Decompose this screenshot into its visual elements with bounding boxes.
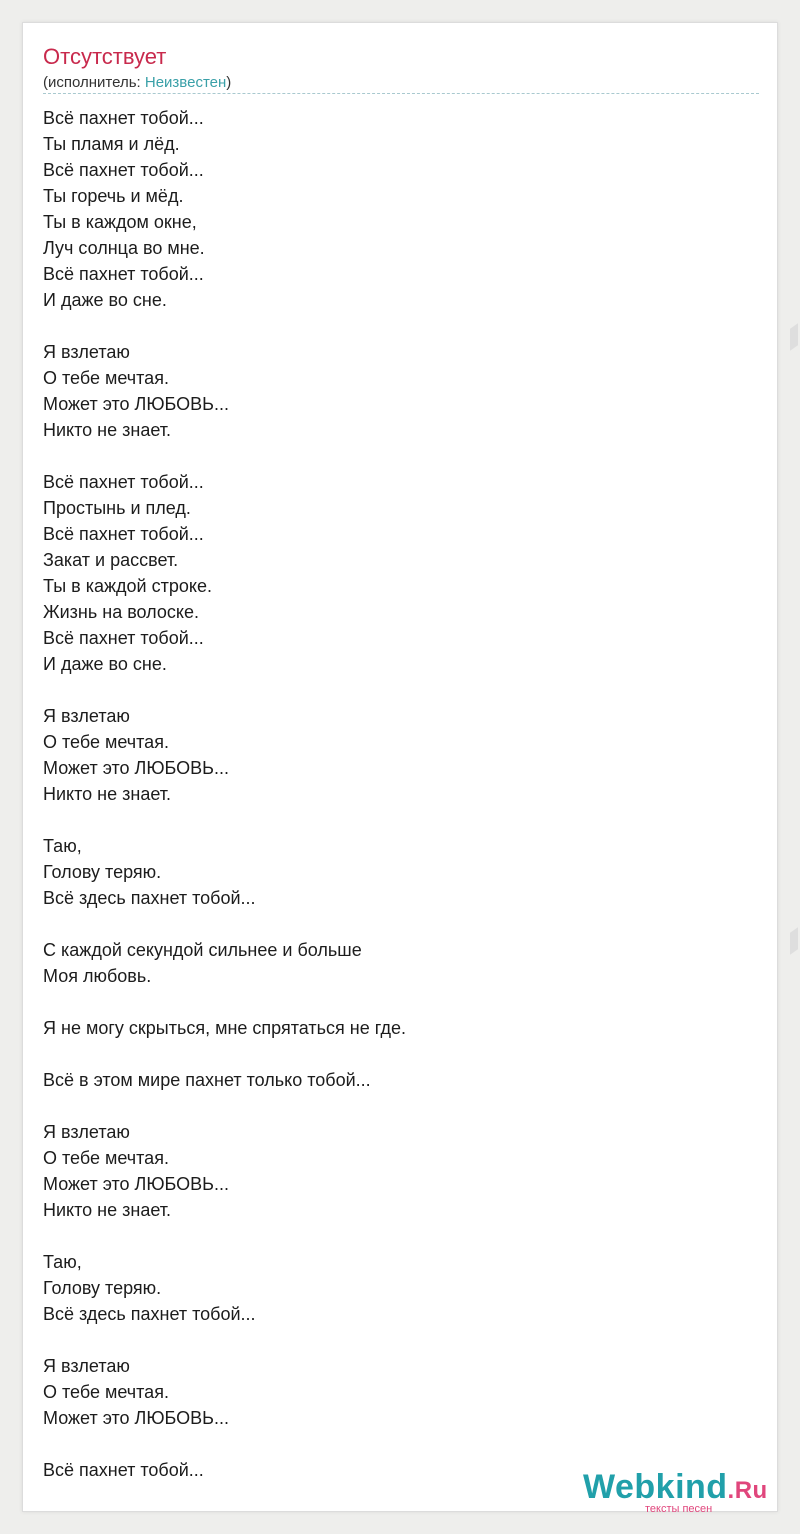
lyric-line: Может это ЛЮБОВЬ... bbox=[43, 1174, 229, 1194]
stanza-gap bbox=[43, 989, 759, 1015]
song-title: Отсутствует bbox=[43, 44, 167, 69]
lyric-line: Всё пахнет тобой... bbox=[43, 1460, 204, 1480]
lyric-line: Всё пахнет тобой... bbox=[43, 524, 204, 544]
lyric-line: Ты горечь и мёд. bbox=[43, 186, 184, 206]
stanza-gap bbox=[43, 313, 759, 339]
stanza-gap bbox=[43, 1041, 759, 1067]
header-divider bbox=[43, 93, 759, 94]
stanza-gap bbox=[43, 677, 759, 703]
lyric-line: Моя любовь. bbox=[43, 966, 152, 986]
page-edge-mark bbox=[790, 927, 798, 955]
artist-prefix: (исполнитель: bbox=[43, 74, 145, 91]
lyric-line: Может это ЛЮБОВЬ... bbox=[43, 758, 229, 778]
lyric-line: Луч солнца во мне. bbox=[43, 238, 205, 258]
lyric-line: Ты в каждом окне, bbox=[43, 212, 197, 232]
artist-line bbox=[43, 73, 231, 93]
stanza-gap bbox=[43, 911, 759, 937]
lyric-line: И даже во сне. bbox=[43, 654, 167, 674]
logo-tagline: тексты песен bbox=[645, 1503, 713, 1515]
lyric-line: Никто не знает. bbox=[43, 420, 172, 440]
lyric-line: Ты в каждой строке. bbox=[43, 576, 212, 596]
lyric-line: Голову теряю. bbox=[43, 862, 162, 882]
lyrics-card bbox=[22, 22, 778, 1515]
lyric-line: Всё здесь пахнет тобой... bbox=[43, 1304, 256, 1324]
lyric-line: Голову теряю. bbox=[43, 1278, 162, 1298]
lyric-line: Всё здесь пахнет тобой... bbox=[43, 888, 256, 908]
lyric-line: Всё в этом мире пахнет только тобой... bbox=[43, 1070, 371, 1090]
lyric-line: Никто не знает. bbox=[43, 784, 172, 804]
lyric-line: О тебе мечтая. bbox=[43, 1382, 169, 1402]
artist-suffix: ) bbox=[226, 74, 232, 91]
lyric-line: Может это ЛЮБОВЬ... bbox=[43, 394, 229, 414]
lyric-line: Жизнь на волоске. bbox=[43, 602, 199, 622]
stanza-gap bbox=[43, 1327, 759, 1353]
lyric-line: О тебе мечтая. bbox=[43, 732, 169, 752]
lyric-line: Никто не знает. bbox=[43, 1200, 172, 1220]
lyric-line: Всё пахнет тобой... bbox=[43, 108, 204, 128]
stanza-gap bbox=[43, 1223, 759, 1249]
logo-tld: .Ru bbox=[727, 1477, 768, 1504]
lyric-line: И даже во сне. bbox=[43, 290, 167, 310]
lyric-line: Я не могу скрыться, мне спрятаться не где. bbox=[43, 1018, 406, 1038]
lyric-line: Простынь и плед. bbox=[43, 498, 191, 518]
page-edge-mark bbox=[790, 323, 798, 351]
lyric-line: О тебе мечтая. bbox=[43, 368, 169, 388]
lyrics-body bbox=[43, 105, 759, 1483]
lyric-line: Таю, bbox=[43, 836, 82, 856]
logo-brand: Webkind bbox=[583, 1468, 728, 1506]
lyric-line: Всё пахнет тобой... bbox=[43, 160, 204, 180]
lyric-line: О тебе мечтая. bbox=[43, 1148, 169, 1168]
stanza-gap bbox=[43, 1431, 759, 1457]
lyric-line: Ты пламя и лёд. bbox=[43, 134, 180, 154]
lyric-line: Закат и рассвет. bbox=[43, 550, 179, 570]
stanza-gap bbox=[43, 807, 759, 833]
stanza-gap bbox=[43, 443, 759, 469]
artist-link[interactable]: Неизвестен bbox=[144, 74, 227, 91]
lyric-line: С каждой секундой сильнее и больше bbox=[43, 940, 362, 960]
lyric-line: Таю, bbox=[43, 1252, 82, 1272]
lyric-line: Всё пахнет тобой... bbox=[43, 472, 204, 492]
lyric-line: Я взлетаю bbox=[43, 1356, 130, 1376]
lyric-line: Всё пахнет тобой... bbox=[43, 628, 204, 648]
lyric-line: Я взлетаю bbox=[43, 706, 130, 726]
lyric-line: Всё пахнет тобой... bbox=[43, 264, 204, 284]
lyric-line: Может это ЛЮБОВЬ... bbox=[43, 1408, 229, 1428]
lyric-line: Я взлетаю bbox=[43, 1122, 130, 1142]
lyric-line: Я взлетаю bbox=[43, 342, 130, 362]
stanza-gap bbox=[43, 1093, 759, 1119]
site-logo bbox=[583, 1469, 783, 1517]
